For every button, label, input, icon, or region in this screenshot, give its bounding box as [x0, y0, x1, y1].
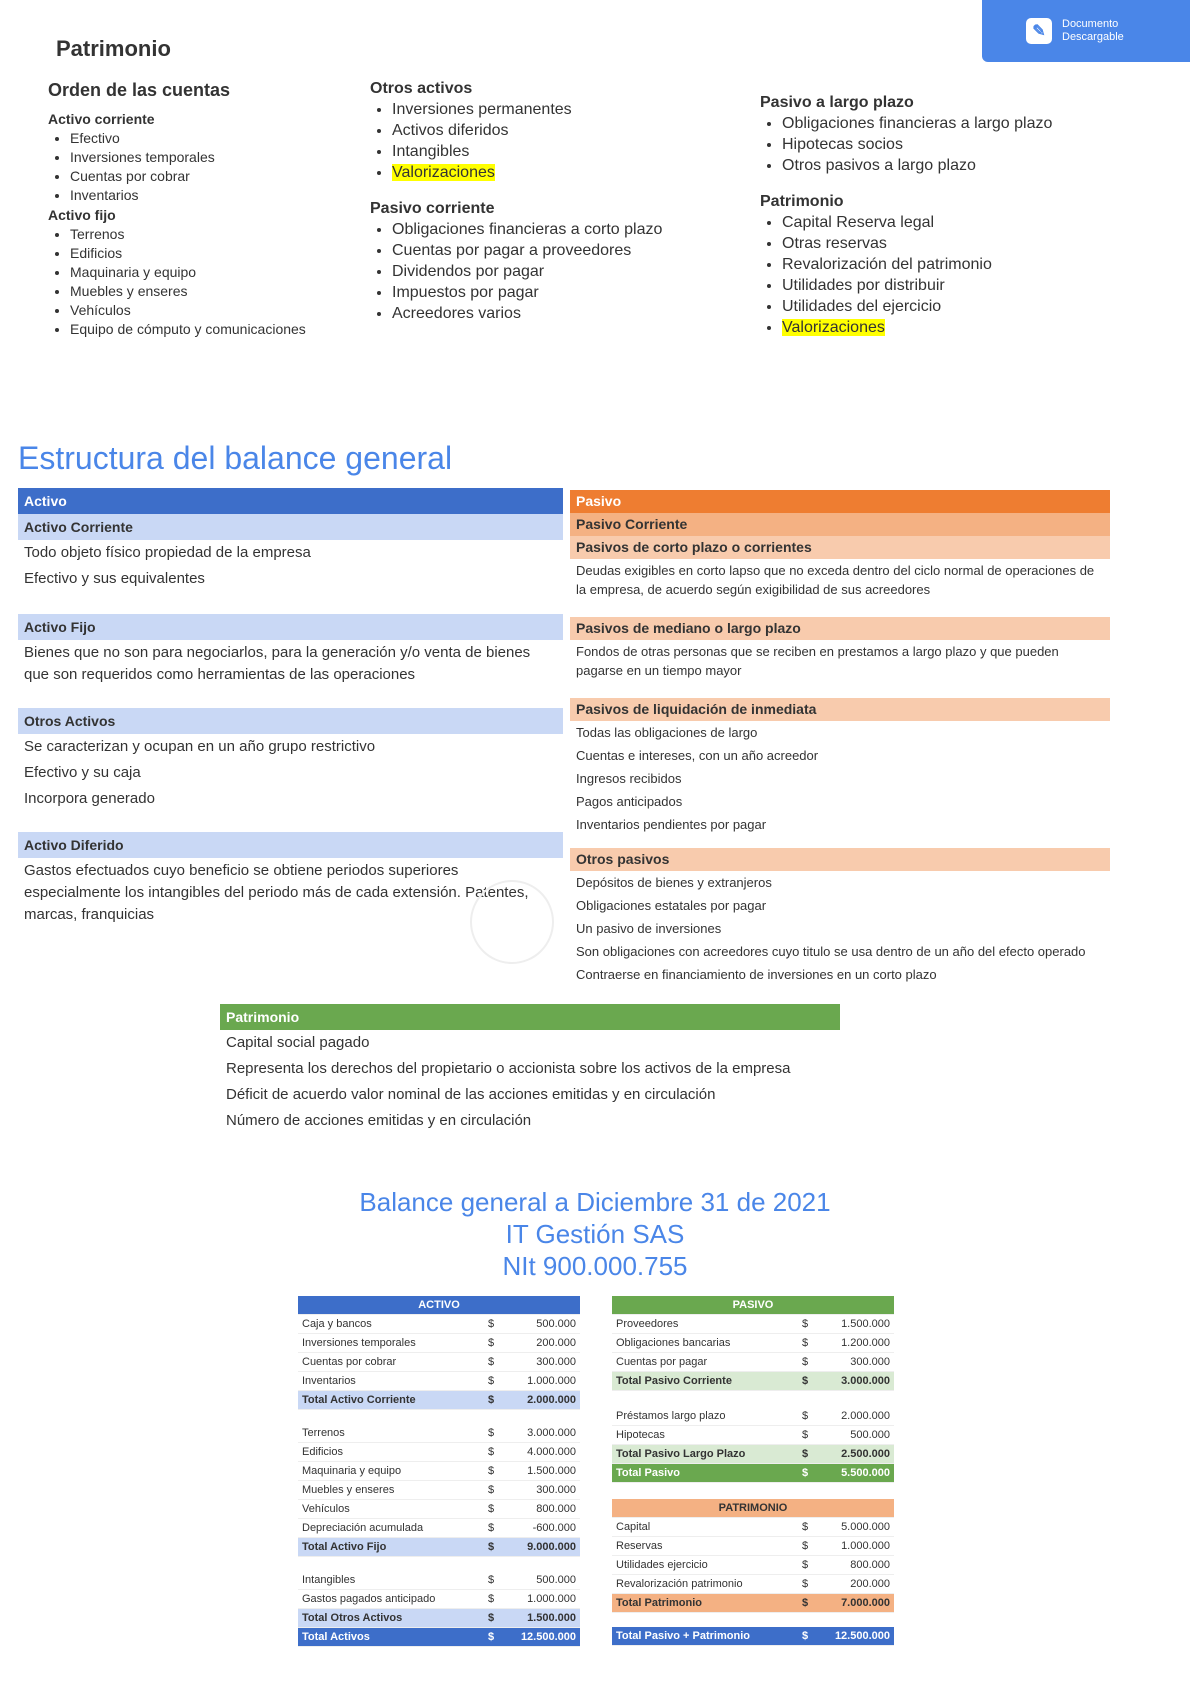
table-row [298, 1372, 580, 1391]
cell-label: Total Patrimonio [612, 1594, 794, 1613]
list-item: • Cuentas por cobrar [70, 168, 368, 184]
cell-sign: $ [480, 1353, 502, 1372]
list-item: • Equipo de cómputo y comunicaciones [70, 321, 368, 337]
cell-value: 12.500.000 [816, 1627, 894, 1646]
table-row [298, 1481, 580, 1500]
cell-label: Muebles y enseres [298, 1481, 480, 1500]
pasivo-rows-1 [612, 1315, 894, 1372]
cell-label: Edificios [298, 1443, 480, 1462]
cell-value: -600.000 [502, 1519, 580, 1538]
otros-pasivos-bar: Otros pasivos [570, 848, 1110, 871]
cell-sign: $ [794, 1518, 816, 1537]
list-item: Son obligaciones con acreedores cuyo titulo se usa dentro de un año del efecto operado [576, 944, 1086, 959]
table-row [612, 1594, 894, 1613]
col3-group2-title: Patrimonio [760, 193, 844, 210]
col1-group2-title: Activo fijo [48, 207, 116, 223]
cell-sign: $ [480, 1481, 502, 1500]
structure-title: Estructura del balance general [18, 440, 453, 476]
balance-company: IT Gestión SAS [505, 1219, 685, 1249]
activo-grand-total [298, 1628, 580, 1647]
activo-total-2 [298, 1538, 580, 1557]
otros-activos-text1: Se caracterizan y ocupan en un año grupo restrictivo [24, 738, 376, 755]
table-row [612, 1627, 894, 1646]
cell-value: 1.000.000 [502, 1590, 580, 1609]
cell-sign: $ [794, 1594, 816, 1613]
table-row [612, 1575, 894, 1594]
cell-value: 300.000 [816, 1353, 894, 1372]
cell-label: Caja y bancos [298, 1315, 480, 1334]
table-row [298, 1353, 580, 1372]
otros-activos-bar: Otros Activos [18, 708, 563, 734]
list-item: • Hipotecas socios [782, 136, 1160, 154]
cell-value: 500.000 [816, 1426, 894, 1445]
cell-value: 300.000 [502, 1481, 580, 1500]
cell-label: Terrenos [298, 1424, 480, 1443]
patrimonio-text2: Representa los derechos del propietario o accionista sobre los activos de la empresa [226, 1060, 791, 1077]
table-row [612, 1518, 894, 1537]
cell-label: Total Pasivo Corriente [612, 1372, 794, 1391]
cell-value: 2.500.000 [816, 1445, 894, 1464]
activo-rows-3 [298, 1571, 580, 1609]
cell-label: Total Pasivo + Patrimonio [612, 1627, 794, 1646]
list-item: • Inversiones permanentes [392, 101, 750, 119]
list-item: • Maquinaria y equipo [70, 264, 368, 280]
cell-label: Obligaciones bancarias [612, 1334, 794, 1353]
cell-sign: $ [794, 1627, 816, 1646]
cell-value: 1.000.000 [502, 1372, 580, 1391]
cell-label: Inventarios [298, 1372, 480, 1391]
col1-title: Orden de las cuentas [48, 80, 231, 100]
activo-total-3 [298, 1609, 580, 1628]
cell-sign: $ [480, 1334, 502, 1353]
table-row [612, 1426, 894, 1445]
patrimonio-total [612, 1594, 894, 1613]
cell-sign: $ [794, 1407, 816, 1426]
cell-sign: $ [480, 1462, 502, 1481]
list-item: • Impuestos por pagar [392, 284, 750, 302]
cell-label: Total Pasivo Largo Plazo [612, 1445, 794, 1464]
activo-bar: Activo [18, 488, 563, 514]
patrimonio-rows [612, 1518, 894, 1594]
cell-value: 500.000 [502, 1571, 580, 1590]
col2-group1-list [370, 101, 750, 182]
table-row [298, 1391, 580, 1410]
cell-value: 7.000.000 [816, 1594, 894, 1613]
patrimonio-text4: Número de acciones emitidas y en circulación [226, 1112, 532, 1129]
balance-nit: NIt 900.000.755 [502, 1251, 688, 1281]
col1-group1-list [48, 130, 368, 203]
col2-group1-title: Otros activos [370, 80, 473, 97]
list-item: • Obligaciones financieras a corto plazo [392, 221, 750, 239]
cell-sign: $ [480, 1519, 502, 1538]
cell-label: Intangibles [298, 1571, 480, 1590]
activo-table [298, 1296, 580, 1647]
cell-value: 3.000.000 [502, 1424, 580, 1443]
list-item: • Dividendos por pagar [392, 263, 750, 281]
cell-value: 2.000.000 [502, 1391, 580, 1410]
list-item: • Activos diferidos [392, 122, 750, 140]
col3-group1-list [760, 115, 1160, 175]
cell-value: 200.000 [816, 1575, 894, 1594]
cell-sign: $ [480, 1391, 502, 1410]
table-row [612, 1353, 894, 1372]
pasivo-corriente-bar: Pasivo Corriente [570, 513, 1110, 536]
cell-sign: $ [794, 1556, 816, 1575]
pasivo-total-2 [612, 1445, 894, 1464]
cell-value: 800.000 [502, 1500, 580, 1519]
structure-activo [18, 488, 563, 928]
list-item: Pagos anticipados [576, 794, 683, 809]
cell-sign: $ [794, 1464, 816, 1483]
pasivo-lp-text: Fondos de otras personas que se reciben en prestamos a largo plazo y que pueden pagarse en un tiempo mayor [576, 644, 1059, 678]
col1-group1-title: Activo corriente [48, 111, 155, 127]
activo-total-1 [298, 1391, 580, 1410]
pasivo-lp-bar: Pasivos de mediano o largo plazo [570, 617, 1110, 640]
list-item: • Vehículos [70, 302, 368, 318]
otros-pasivos-list [570, 871, 1110, 986]
pasivo-cp-bar: Pasivos de corto plazo o corrientes [570, 536, 1110, 559]
list-item: • Cuentas por pagar a proveedores [392, 242, 750, 260]
col1-group2-list [48, 226, 368, 337]
col2-group2-title: Pasivo corriente [370, 200, 495, 217]
list-item: • Inversiones temporales [70, 149, 368, 165]
patrimonio-text3: Déficit de acuerdo valor nominal de las acciones emitidas y en circulación [226, 1086, 716, 1103]
cell-label: Total Pasivo [612, 1464, 794, 1483]
pasivo-table-header: PASIVO [612, 1296, 894, 1315]
table-row [612, 1315, 894, 1334]
table-row [612, 1556, 894, 1575]
pasivo-liq-list [570, 721, 1110, 836]
cell-value: 800.000 [816, 1556, 894, 1575]
list-item: • Valorizaciones [392, 164, 750, 182]
cell-sign: $ [794, 1353, 816, 1372]
cell-value: 3.000.000 [816, 1372, 894, 1391]
cell-label: Préstamos largo plazo [612, 1407, 794, 1426]
cell-label: Reservas [612, 1537, 794, 1556]
list-item: • Acreedores varios [392, 305, 750, 323]
table-row [298, 1590, 580, 1609]
list-item: Cuentas e intereses, con un año acreedor [576, 748, 819, 763]
cell-label: Vehículos [298, 1500, 480, 1519]
cell-sign: $ [480, 1315, 502, 1334]
otros-activos-text2: Efectivo y su caja [24, 764, 141, 781]
document-icon: ✎ [1026, 18, 1052, 44]
cell-label: Proveedores [612, 1315, 794, 1334]
activo-diferido-bar: Activo Diferido [18, 832, 563, 858]
activo-diferido-text: Gastos efectuados cuyo beneficio se obtiene periodos superiores especialmente los intangibles del periodo más de cada extensión. Patentes, marcas, franquicias [24, 862, 529, 923]
table-row [612, 1464, 894, 1483]
activo-rows-1 [298, 1315, 580, 1391]
table-row [612, 1537, 894, 1556]
table-row [298, 1424, 580, 1443]
list-item: • Valorizaciones [782, 319, 1160, 337]
list-item: Inventarios pendientes por pagar [576, 817, 767, 832]
grand-total [612, 1627, 894, 1646]
table-row [298, 1443, 580, 1462]
cell-sign: $ [480, 1538, 502, 1557]
table-row [298, 1334, 580, 1353]
patrimonio-table-header: PATRIMONIO [612, 1499, 894, 1518]
cell-label: Maquinaria y equipo [298, 1462, 480, 1481]
pasivo-total-1 [612, 1372, 894, 1391]
cell-sign: $ [480, 1609, 502, 1628]
cell-value: 1.000.000 [816, 1537, 894, 1556]
pasivo-table [612, 1296, 894, 1646]
table-row [612, 1407, 894, 1426]
col1-group1 [48, 111, 368, 337]
badge-line2: Descargable [1062, 31, 1124, 43]
activo-corriente-bar: Activo Corriente [18, 514, 563, 540]
cell-label: Depreciación acumulada [298, 1519, 480, 1538]
activo-corriente-text2: Efectivo y sus equivalentes [24, 570, 205, 587]
structure-patrimonio [220, 1004, 840, 1134]
table-row [298, 1462, 580, 1481]
cell-value: 300.000 [502, 1353, 580, 1372]
list-item: Obligaciones estatales por pagar [576, 898, 767, 913]
cell-sign: $ [480, 1590, 502, 1609]
table-row [298, 1519, 580, 1538]
cell-value: 12.500.000 [502, 1628, 580, 1647]
cell-label: Hipotecas [612, 1426, 794, 1445]
cell-value: 2.000.000 [816, 1407, 894, 1426]
cell-label: Capital [612, 1518, 794, 1537]
list-item: • Otros pasivos a largo plazo [782, 157, 1160, 175]
balance-title: Balance general a Diciembre 31 de 2021 [359, 1187, 831, 1217]
cell-sign: $ [794, 1334, 816, 1353]
cell-label: Inversiones temporales [298, 1334, 480, 1353]
cell-sign: $ [794, 1315, 816, 1334]
column-long-term-equity [760, 94, 1160, 340]
cell-sign: $ [480, 1424, 502, 1443]
list-item: Depósitos de bienes y extranjeros [576, 875, 772, 890]
badge-line1: Documento [1062, 18, 1119, 30]
column-assets-liabilities [370, 80, 750, 326]
list-item: Un pasivo de inversiones [576, 921, 722, 936]
table-row [612, 1445, 894, 1464]
list-item: • Revalorización del patrimonio [782, 256, 1160, 274]
cell-label: Total Activo Corriente [298, 1391, 480, 1410]
table-row [298, 1538, 580, 1557]
cell-label: Gastos pagados anticipado [298, 1590, 480, 1609]
col3-group2-list [760, 214, 1160, 337]
cell-sign: $ [794, 1426, 816, 1445]
page-heading: Patrimonio [56, 36, 171, 61]
cell-label: Cuentas por pagar [612, 1353, 794, 1372]
list-item: • Terrenos [70, 226, 368, 242]
patrimonio-bar: Patrimonio [220, 1004, 840, 1030]
cell-label: Total Activos [298, 1628, 480, 1647]
list-item: • Intangibles [392, 143, 750, 161]
pasivo-liq-bar: Pasivos de liquidación de inmediata [570, 698, 1110, 721]
cell-label: Revalorización patrimonio [612, 1575, 794, 1594]
pasivo-cp-text: Deudas exigibles en corto lapso que no exceda dentro del ciclo normal de operaciones de la empresa, de acuerdo según exigibilidad de sus acreedores [576, 563, 1095, 597]
column-accounts-order [48, 80, 368, 340]
activo-corriente-text1: Todo objeto físico propiedad de la empresa [24, 544, 311, 561]
list-item: • Muebles y enseres [70, 283, 368, 299]
cell-value: 5.500.000 [816, 1464, 894, 1483]
cell-value: 1.200.000 [816, 1334, 894, 1353]
cell-sign: $ [480, 1372, 502, 1391]
list-item: • Otras reservas [782, 235, 1160, 253]
cell-sign: $ [794, 1445, 816, 1464]
activo-table-header: ACTIVO [298, 1296, 580, 1315]
list-item: • Utilidades del ejercicio [782, 298, 1160, 316]
cell-value: 9.000.000 [502, 1538, 580, 1557]
cell-value: 200.000 [502, 1334, 580, 1353]
download-badge[interactable] [982, 0, 1190, 62]
cell-value: 500.000 [502, 1315, 580, 1334]
cell-value: 4.000.000 [502, 1443, 580, 1462]
list-item: • Inventarios [70, 187, 368, 203]
col3-group1-title: Pasivo a largo plazo [760, 94, 914, 111]
cell-value: 5.000.000 [816, 1518, 894, 1537]
list-item: • Utilidades por distribuir [782, 277, 1160, 295]
cell-sign: $ [794, 1537, 816, 1556]
list-item: Ingresos recibidos [576, 771, 682, 786]
list-item: Contraerse en financiamiento de inversiones en un corto plazo [576, 967, 937, 982]
table-row [298, 1571, 580, 1590]
col2-group2-list [370, 221, 750, 323]
list-item: • Obligaciones financieras a largo plazo [782, 115, 1160, 133]
pasivo-grand-total [612, 1464, 894, 1483]
activo-fijo-bar: Activo Fijo [18, 614, 563, 640]
cell-sign: $ [480, 1443, 502, 1462]
cell-value: 1.500.000 [502, 1462, 580, 1481]
table-row [298, 1315, 580, 1334]
cell-sign: $ [480, 1571, 502, 1590]
cell-value: 1.500.000 [502, 1609, 580, 1628]
patrimonio-text1: Capital social pagado [226, 1034, 370, 1051]
structure-pasivo [570, 490, 1110, 986]
cell-sign: $ [480, 1500, 502, 1519]
badge-text [1062, 18, 1124, 44]
otros-activos-text3: Incorpora generado [24, 790, 155, 807]
activo-rows-2 [298, 1424, 580, 1538]
table-row [298, 1628, 580, 1647]
list-item: • Capital Reserva legal [782, 214, 1160, 232]
cell-sign: $ [794, 1372, 816, 1391]
pasivo-bar: Pasivo [570, 490, 1110, 513]
table-row [298, 1500, 580, 1519]
list-item: • Edificios [70, 245, 368, 261]
list-item: Todas las obligaciones de largo [576, 725, 758, 740]
activo-fijo-text: Bienes que no son para negociarlos, para la generación y/o venta de bienes que son requeridos como herramientas de las operaciones [24, 644, 531, 683]
table-row [612, 1372, 894, 1391]
cell-label: Utilidades ejercicio [612, 1556, 794, 1575]
cell-sign: $ [794, 1575, 816, 1594]
list-item: • Efectivo [70, 130, 368, 146]
cell-sign: $ [480, 1628, 502, 1647]
cell-label: Cuentas por cobrar [298, 1353, 480, 1372]
cell-label: Total Otros Activos [298, 1609, 480, 1628]
table-row [298, 1609, 580, 1628]
cell-value: 1.500.000 [816, 1315, 894, 1334]
cell-label: Total Activo Fijo [298, 1538, 480, 1557]
table-row [612, 1334, 894, 1353]
pasivo-rows-2 [612, 1407, 894, 1445]
